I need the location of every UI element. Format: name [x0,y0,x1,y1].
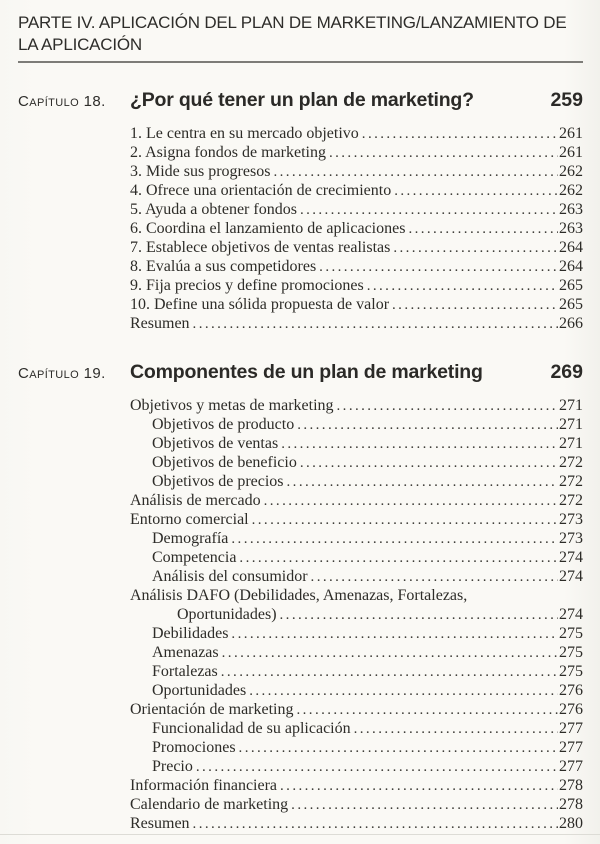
dot-leader [249,681,558,701]
toc-entry [130,415,583,434]
entry-text: Orientación de marketing [130,701,294,718]
entry-text: Entorno comercial [130,511,249,528]
entry-text: Objetivos de producto [152,416,295,433]
toc-entry [130,396,583,415]
entry-page-number: 278 [559,796,583,813]
dot-leader [337,396,558,416]
entry-page-number: 271 [559,397,583,414]
chapter-page-number: 259 [550,89,583,111]
part-header: PARTE IV. APLICACIÓN DEL PLAN DE MARKETING/LANZAMIENTO DE LA APLICACIÓN [18,13,567,54]
entry-text: Amenazas [152,644,219,661]
entry-text: Objetivos y metas de marketing [130,397,334,414]
entry-text: Objetivos de ventas [152,435,279,452]
dot-leader [319,257,558,277]
toc-entry [130,238,583,257]
entry-text: Objetivos de precios [152,473,284,490]
chapter-label: Capítulo 18. [18,93,106,110]
toc-entry [130,143,583,162]
toc-entry [130,510,583,529]
entry-text: 9. Fija precios y define promociones [130,277,364,294]
entry-page-number: 262 [559,163,583,180]
entry-text: 5. Ayuda a obtener fondos [130,201,297,218]
chapter-entries [130,124,583,333]
entry-page-number: 275 [559,644,583,661]
chapter-title: ¿Por qué tener un plan de marketing? [130,89,474,111]
toc-entry [130,472,583,491]
toc-entry [130,181,583,200]
dot-leader [394,181,558,201]
entry-text: 6. Coordina el lanzamiento de aplicaciones [130,220,406,237]
toc-entry [130,776,583,795]
entry-page-number: 265 [559,277,583,294]
entry-page-number: 274 [559,549,583,566]
entry-page-number: 261 [559,125,583,142]
dot-leader [408,219,558,239]
entry-page-number: 276 [559,701,583,718]
entry-text: Resumen [130,315,190,332]
toc-entry [130,162,583,181]
entry-text: 3. Mide sus progresos [130,163,271,180]
entry-page-number: 273 [559,530,583,547]
entry-text: Resumen [130,815,190,832]
toc-entry [130,453,583,472]
toc-entry [130,567,583,586]
dot-leader [287,472,558,492]
entry-page-number: 275 [559,663,583,680]
toc-entry [130,548,583,567]
dot-leader [297,415,558,435]
dot-leader [300,200,558,220]
chapter-page-number: 269 [550,361,583,383]
toc-entry [130,662,583,681]
chapter-heading [18,88,583,112]
toc-entry [130,605,583,624]
entry-text: Debilidades [152,625,229,642]
entry-page-number: 265 [559,296,583,313]
toc-entry [130,491,583,510]
entry-page-number: 278 [559,777,583,794]
dot-leader [362,124,558,144]
entry-page-number: 274 [559,568,583,585]
entry-page-number: 274 [559,606,583,623]
entry-text: Precio [152,758,193,775]
entry-text: Fortalezas [152,663,218,680]
toc-entry [130,719,583,738]
entry-page-number: 264 [559,239,583,256]
entry-text: Objetivos de beneficio [152,454,297,471]
toc-entry [130,757,583,776]
dot-leader [239,548,558,568]
entry-text: 1. Le centra en su mercado objetivo [130,125,359,142]
dot-leader [193,814,558,834]
toc-entry [130,124,583,143]
dot-leader [393,238,558,258]
dot-leader [311,567,558,587]
entry-page-number: 264 [559,258,583,275]
toc-entry [130,624,583,643]
dot-leader [329,143,558,163]
entry-text: 8. Evalúa a sus competidores [130,258,317,275]
entry-text: Análisis de mercado [130,492,261,509]
toc-entry [130,814,583,833]
entry-text: Información financiera [130,777,278,794]
dot-leader [367,276,558,296]
toc [18,88,583,833]
entry-text: Análisis del consumidor [152,568,308,585]
dot-leader [300,453,558,473]
entry-page-number: 262 [559,182,583,199]
toc-entry [130,200,583,219]
toc-entry [130,700,583,719]
chapter-heading [18,360,583,384]
entry-text: 10. Define una sólida propuesta de valor [130,296,390,313]
toc-entry [130,219,583,238]
entry-text: Calendario de marketing [130,796,289,813]
entry-page-number: 263 [559,220,583,237]
dot-leader [297,700,559,720]
dot-leader [273,162,558,182]
dot-leader [280,776,558,796]
toc-entry [130,257,583,276]
toc-entry [130,586,583,605]
dot-leader [239,738,558,758]
toc-entry [130,529,583,548]
chapter-entries [130,396,583,833]
chapter-section [18,360,583,833]
entry-text: Demografía [152,530,229,547]
entry-page-number: 272 [559,454,583,471]
toc-entry [130,643,583,662]
dot-leader [231,529,558,549]
entry-text: Promociones [152,739,236,756]
entry-page-number: 277 [559,720,583,737]
entry-text: Análisis DAFO (Debilidades, Amenazas, Fortalezas, [130,587,468,604]
entry-page-number: 280 [559,815,583,832]
entry-page-number: 277 [559,758,583,775]
entry-page-number: 277 [559,739,583,756]
dot-leader [196,757,558,777]
entry-page-number: 266 [559,315,583,332]
entry-text: Oportunidades [152,682,247,699]
header-rule [18,61,583,63]
toc-entry [130,295,583,314]
toc-entry [130,795,583,814]
dot-leader [291,795,558,815]
entry-page-number: 273 [559,511,583,528]
entry-text: Funcionalidad de su aplicación [152,720,351,737]
dot-leader [221,662,558,682]
chapter-label: Capítulo 19. [18,365,106,382]
entry-text: 7. Establece objetivos de ventas realistas [130,239,391,256]
dot-leader [222,643,558,663]
toc-entry [130,276,583,295]
entry-text: Oportunidades) [177,606,277,623]
entry-page-number: 263 [559,201,583,218]
entry-page-number: 272 [559,492,583,509]
dot-leader [193,314,558,334]
dot-leader [280,605,558,625]
entry-text: 2. Asigna fondos de marketing [130,144,326,161]
dot-leader [252,510,558,530]
entry-page-number: 272 [559,473,583,490]
toc-entry [130,738,583,757]
chapter-title: Componentes de un plan de marketing [130,361,483,383]
entry-text: 4. Ofrece una orientación de crecimiento [130,182,392,199]
dot-leader [281,434,558,454]
dot-leader [392,295,558,315]
chapter-section [18,88,583,333]
entry-page-number: 271 [559,416,583,433]
toc-entry [130,314,583,333]
entry-page-number: 261 [559,144,583,161]
entry-page-number: 271 [559,435,583,452]
entry-text: Competencia [152,549,237,566]
toc-entry [130,434,583,453]
bottom-rule [0,834,600,835]
dot-leader [264,491,558,511]
entry-page-number: 276 [559,682,583,699]
entry-page-number: 275 [559,625,583,642]
dot-leader [231,624,558,644]
toc-entry [130,681,583,700]
dot-leader [354,719,558,739]
